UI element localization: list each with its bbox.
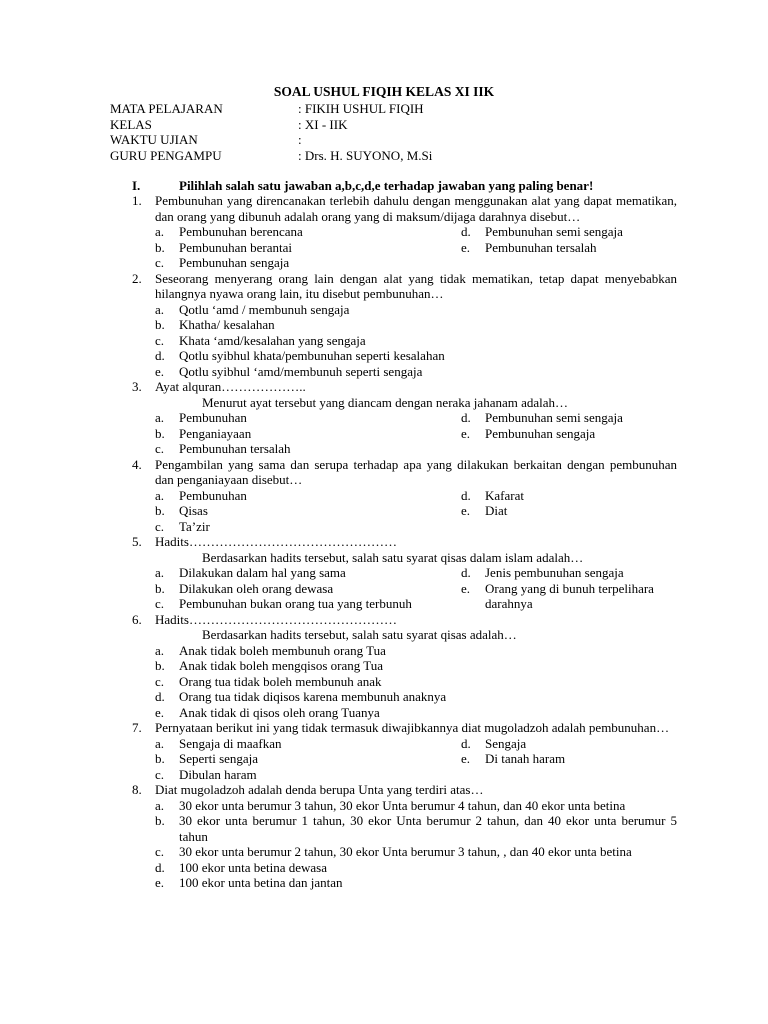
answer-options	[155, 410, 677, 457]
answer-option	[461, 224, 677, 240]
answer-options	[155, 736, 677, 783]
question-text: Hadits…………………………………………	[155, 534, 397, 549]
option-letter: d.	[155, 859, 165, 875]
option-text: Qotlu ‘amd / membunuh sengaja	[179, 301, 350, 317]
question-subtext: Berdasarkan hadits tersebut, salah satu syarat qisas adalah…	[202, 627, 517, 642]
options-left-column	[155, 736, 461, 783]
options-left-column	[155, 224, 461, 271]
option-text: Penganiayaan	[179, 425, 252, 441]
option-text: Dibulan haram	[179, 766, 257, 782]
answer-option	[155, 519, 461, 535]
info-label: GURU PENGAMPU	[110, 147, 222, 163]
option-letter: a.	[155, 565, 165, 580]
option-text: Di tanah haram	[485, 751, 566, 766]
option-text: Pembunuhan berencana	[179, 224, 303, 239]
option-letter: e.	[461, 425, 471, 441]
option-letter: a.	[155, 797, 165, 813]
page-title: SOAL USHUL FIQIH KELAS XI IIK	[273, 84, 495, 99]
answer-option	[461, 751, 677, 767]
option-text: Qisas	[179, 503, 208, 518]
option-text: Anak tidak boleh mengqisos orang Tua	[179, 658, 384, 673]
question-number: 6.	[132, 611, 142, 627]
answer-option	[155, 767, 461, 783]
question-text: Ayat alquran………………..	[155, 379, 306, 394]
answer-option	[155, 751, 461, 767]
options-right-column	[461, 410, 677, 457]
options-right-column	[461, 565, 677, 612]
options-left-column	[155, 565, 461, 612]
info-label: WAKTU UJIAN	[110, 132, 198, 147]
options-left-column	[155, 410, 461, 457]
options-right-column	[461, 736, 677, 783]
section-instruction: Pilihlah salah satu jawaban a,b,c,d,e terhadap jawaban yang paling benar!	[179, 178, 594, 193]
answer-option	[155, 798, 677, 814]
option-letter: d.	[461, 224, 471, 239]
question-text: Hadits…………………………………………	[155, 611, 397, 627]
info-row	[110, 117, 432, 133]
answer-options	[155, 565, 677, 612]
answer-option	[155, 224, 461, 240]
answer-option	[461, 565, 677, 581]
option-text: Qotlu syibhul ‘amd/membunuh seperti sengaja	[179, 363, 423, 379]
answer-option	[461, 503, 677, 519]
section-number: I.	[132, 178, 141, 193]
option-text: Jenis pembunuhan sengaja	[485, 565, 624, 580]
answer-option	[461, 426, 677, 442]
question-item	[132, 534, 677, 612]
option-text: Seperti sengaja	[179, 751, 259, 766]
option-text: Pembunuhan semi sengaja	[485, 410, 623, 425]
option-letter: c.	[155, 673, 165, 689]
option-text: Orang tua tidak diqisos karena membunuh anaknya	[179, 689, 447, 704]
answer-option	[155, 364, 677, 380]
option-letter: a.	[155, 410, 165, 425]
exam-info	[110, 101, 432, 163]
option-letter: e.	[155, 704, 165, 720]
question-number: 7.	[132, 720, 142, 735]
question-number: 1.	[132, 193, 142, 208]
answer-option	[155, 255, 461, 271]
question-item	[132, 379, 677, 457]
answer-option	[461, 736, 677, 752]
answer-option	[155, 643, 677, 659]
answer-options	[155, 224, 677, 271]
question-item	[132, 720, 677, 782]
option-text: 30 ekor unta berumur 1 tahun, 30 ekor Unta berumur 2 tahun, dan 40 ekor unta berumur 5 tahun	[179, 813, 677, 844]
option-letter: d.	[155, 689, 165, 704]
question-item	[132, 457, 677, 535]
option-text: Pembunuhan	[179, 487, 247, 503]
option-text: Anak tidak boleh membunuh orang Tua	[179, 642, 386, 658]
section-heading	[132, 178, 677, 194]
option-letter: b.	[155, 580, 165, 596]
question-text: Pengambilan yang sama dan serupa terhadap apa yang dilakukan berkaitan dengan pembunuhan dan penganiayaan disebut…	[155, 456, 677, 487]
option-letter: d.	[461, 410, 471, 425]
info-value: : FIKIH USHUL FIQIH	[298, 101, 424, 116]
option-letter: b.	[155, 503, 165, 518]
option-letter: b.	[155, 239, 165, 255]
question-item	[132, 612, 677, 721]
question-item	[132, 271, 677, 380]
question-item	[132, 782, 677, 891]
option-letter: e.	[461, 751, 471, 766]
option-letter: d.	[461, 487, 471, 503]
option-text: 100 ekor unta betina dan jantan	[179, 875, 343, 890]
question-subtext: Berdasarkan hadits tersebut, salah satu syarat qisas dalam islam adalah…	[202, 549, 584, 565]
question-number: 5.	[132, 534, 142, 549]
options-right-column	[461, 224, 677, 271]
info-label: KELAS	[110, 116, 152, 132]
option-text: Khatha/ kesalahan	[179, 317, 275, 332]
option-letter: c.	[155, 332, 165, 348]
option-text: Pembunuhan semi sengaja	[485, 224, 623, 239]
answer-option	[461, 240, 677, 256]
answer-option	[461, 581, 677, 612]
info-label: MATA PELAJARAN	[110, 101, 223, 116]
option-letter: b.	[155, 317, 165, 332]
option-text: Pembunuhan tersalah	[179, 441, 291, 456]
option-text: Pembunuhan	[179, 410, 247, 425]
answer-option	[155, 348, 677, 364]
option-letter: e.	[155, 875, 165, 890]
answer-option	[155, 302, 677, 318]
option-letter: a.	[155, 487, 165, 503]
option-text: Pembunuhan bukan orang tua yang terbunuh	[179, 596, 412, 611]
option-letter: b.	[155, 425, 165, 441]
option-text: Pembunuhan berantai	[179, 239, 292, 255]
option-letter: a.	[155, 735, 165, 751]
option-text: Pembunuhan sengaja	[179, 255, 290, 270]
answer-option	[155, 317, 677, 333]
option-text: Pembunuhan tersalah	[485, 239, 597, 255]
info-row	[110, 148, 432, 164]
option-text: Dilakukan dalam hal yang sama	[179, 565, 346, 580]
option-letter: c.	[155, 766, 165, 782]
question-item	[132, 193, 677, 271]
answer-option	[155, 813, 677, 844]
option-text: Sengaja	[485, 735, 527, 751]
option-letter: a.	[155, 301, 165, 317]
option-letter: c.	[155, 441, 165, 456]
option-letter: b.	[155, 658, 165, 673]
option-letter: a.	[155, 642, 165, 658]
answer-option	[155, 658, 677, 674]
option-letter: e.	[461, 580, 471, 596]
options-left-column	[155, 488, 461, 535]
question-text: Pernyataan berikut ini yang tidak termasuk diwajibkannya diat mugoladzoh adalah pembunuhan…	[155, 720, 670, 735]
question-list	[132, 193, 677, 891]
question-number: 4.	[132, 456, 142, 472]
answer-option	[155, 736, 461, 752]
answer-option	[155, 426, 461, 442]
option-text: 30 ekor unta berumur 2 tahun, 30 ekor Unta berumur 3 tahun, , dan 40 ekor unta betina	[179, 844, 632, 859]
option-letter: c.	[155, 255, 165, 270]
question-number: 2.	[132, 270, 142, 286]
info-row	[110, 132, 432, 148]
option-letter: d.	[461, 565, 471, 580]
option-letter: e.	[461, 503, 471, 518]
info-row	[110, 101, 432, 117]
question-number: 3.	[132, 379, 142, 394]
answer-option	[155, 488, 461, 504]
answer-option	[155, 875, 677, 891]
answer-option	[461, 488, 677, 504]
option-letter: e.	[461, 239, 471, 255]
answer-option	[155, 565, 461, 581]
option-letter: c.	[155, 844, 165, 859]
option-text: Ta’zir	[179, 518, 210, 534]
option-letter: b.	[155, 813, 165, 828]
answer-option	[155, 410, 461, 426]
option-letter: a.	[155, 224, 165, 239]
question-text: Diat mugoladzoh adalah denda berupa Unta yang terdiri atas…	[155, 782, 484, 797]
option-text: Anak tidak di qisos oleh orang Tuanya	[179, 704, 380, 720]
info-value: : Drs. H. SUYONO, M.Si	[298, 147, 433, 163]
question-text: Seseorang menyerang orang lain dengan alat yang tidak mematikan, tetap dapat menyebabkan hilangnya nyawa orang lain, itu disebut pembunuhan…	[155, 270, 677, 301]
answer-option	[155, 441, 461, 457]
info-value: : XI - IIK	[298, 116, 348, 132]
option-text: Sengaja di maafkan	[179, 735, 282, 751]
answer-option	[155, 844, 677, 860]
option-text: Orang tua tidak boleh membunuh anak	[179, 673, 382, 689]
option-text: 30 ekor unta berumur 3 tahun, 30 ekor Unta berumur 4 tahun, dan 40 ekor unta betina	[179, 797, 626, 813]
answer-option	[155, 705, 677, 721]
answer-option	[155, 596, 461, 612]
option-letter: d.	[461, 735, 471, 751]
option-text: Kafarat	[485, 487, 524, 503]
info-value: :	[298, 132, 302, 147]
answer-option	[155, 689, 677, 705]
option-text: Pembunuhan sengaja	[485, 425, 596, 441]
answer-option	[155, 860, 677, 876]
option-letter: b.	[155, 751, 165, 766]
option-letter: c.	[155, 518, 165, 534]
question-number: 8.	[132, 782, 142, 797]
option-text: Orang yang di bunuh terpelihara darahnya	[485, 580, 654, 611]
option-text: Khata ‘amd/kesalahan yang sengaja	[179, 332, 366, 348]
option-letter: c.	[155, 596, 165, 611]
option-text: Dilakukan oleh orang dewasa	[179, 580, 334, 596]
option-text: Qotlu syibhul khata/pembunuhan seperti kesalahan	[179, 348, 445, 363]
option-text: 100 ekor unta betina dewasa	[179, 859, 328, 875]
option-text: Diat	[485, 503, 508, 518]
answer-option	[155, 240, 461, 256]
answer-options	[155, 488, 677, 535]
answer-option	[461, 410, 677, 426]
option-letter: e.	[155, 363, 165, 379]
answer-option	[155, 581, 461, 597]
answer-option	[155, 333, 677, 349]
answer-option	[155, 674, 677, 690]
question-text: Pembunuhan yang direncanakan terlebih dahulu dengan menggunakan alat yang dapat mematikan, dan orang yang dibunuh adalah orang yang di maksum/dijaga darahnya disebut…	[155, 193, 677, 224]
question-subtext: Menurut ayat tersebut yang diancam dengan neraka jahanam adalah…	[202, 394, 569, 410]
option-letter: d.	[155, 348, 165, 363]
answer-option	[155, 503, 461, 519]
options-right-column	[461, 488, 677, 535]
